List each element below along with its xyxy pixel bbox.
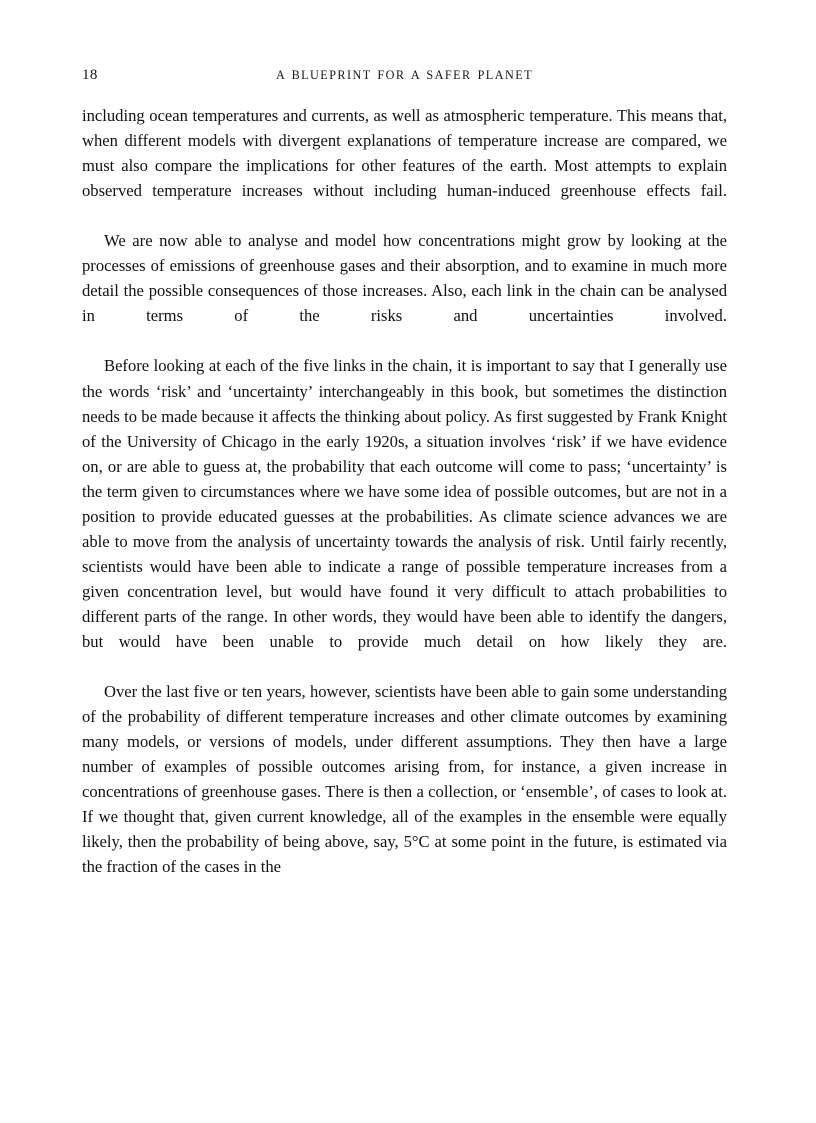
running-header	[82, 64, 727, 86]
page-number: 18	[82, 67, 98, 83]
body-text-column	[82, 103, 727, 879]
running-head-title: A BLUEPRINT FOR A SAFER PLANET	[276, 68, 533, 82]
paragraph-4: Over the last five or ten years, however, scientists have been able to gain some understanding of the probability of different temperature increases and other climate outcomes by examining many models, or versions of models, under different assumptions. They then have a large number of examples of possible outcomes arising from, for instance, a given increase in concentrations of greenhouse gases. There is then a collection, or ‘ensemble’, of cases to look at. If we thought that, given current knowledge, all of the examples in the ensemble were equally likely, then the probability of being above, say, 5°C at some point in the future, is estimated via the fraction of the cases in the	[82, 682, 727, 877]
paragraph-3: Before looking at each of the five links in the chain, it is important to say that I generally use the words ‘risk’ and ‘uncertainty’ interchangeably in this book, but sometimes the distinction needs to be made because it affects the thinking about policy. As first suggested by Frank Knight of the University of Chicago in the early 1920s, a situation involves ‘risk’ if we have evidence on, or are able to guess at, the probability that each outcome will come to pass; ‘uncertainty’ is the term given to circumstances where we have some idea of possible outcomes, but are not in a position to provide educated guesses at the probabilities. As climate science advances we are able to move from the analysis of uncertainty towards the analysis of risk. Until fairly recently, scientists would have been able to indicate a range of possible temperature increases from a given concentration level, but would have found it very difficult to attach probabilities to different parts of the range. In other words, they would have been able to identify the dangers, but would have been unable to provide much detail on how likely they are.	[82, 356, 727, 651]
paragraph-2: We are now able to analyse and model how concentrations might grow by looking at the processes of emissions of greenhouse gases and their absorption, and to examine in much more detail the possible consequences of those increases. Also, each link in the chain can be analysed in terms of the risks and uncertainties involved.	[82, 231, 727, 326]
paragraph-1: including ocean temperatures and currents, as well as atmospheric temperature. This means that, when different models with divergent explanations of temperature increase are compared, we must also compare the implications for other features of the earth. Most attempts to explain observed temperature increases without including human-induced greenhouse effects fail.	[82, 106, 727, 201]
